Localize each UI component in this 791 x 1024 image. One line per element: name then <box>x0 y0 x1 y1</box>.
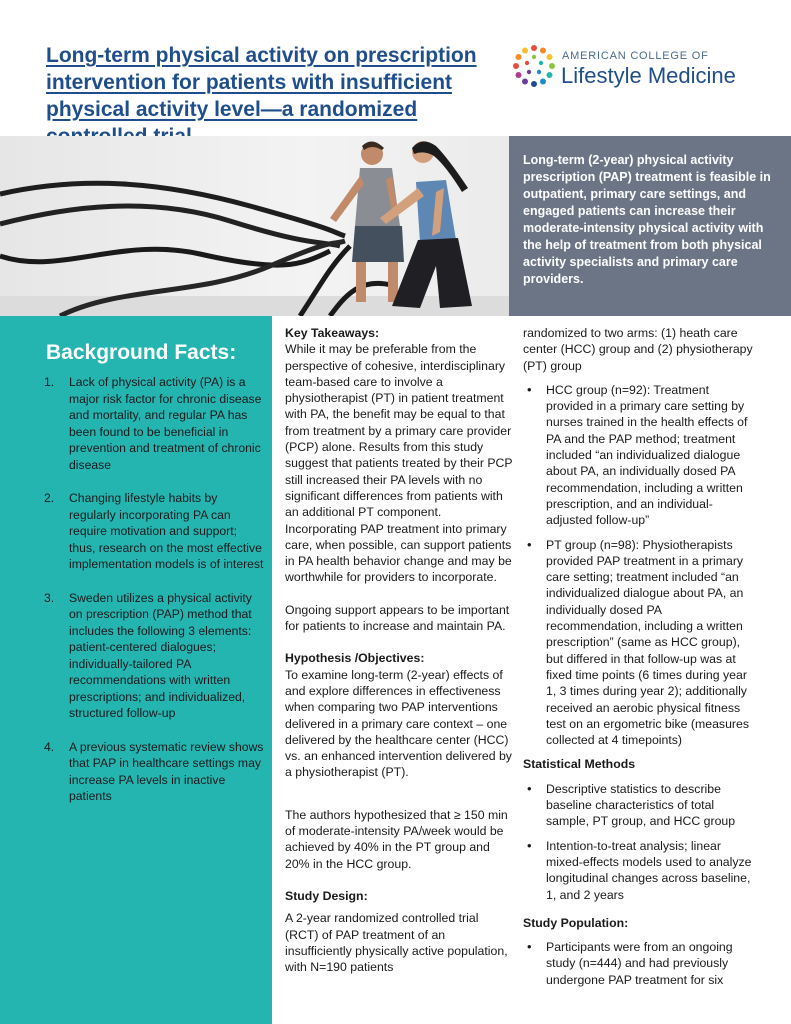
statistical-methods-heading: Statistical Methods <box>523 757 636 772</box>
logo-subtitle: AMERICAN COLLEGE OF <box>562 50 709 62</box>
study-population-list <box>523 939 755 988</box>
key-finding-callout <box>509 136 791 316</box>
list-item: • Descriptive statistics to describe baseline characteristics of total sample, PT group, and HCC group <box>523 781 755 830</box>
key-takeaways-heading: Key Takeaways: <box>285 326 380 340</box>
key-takeaways-text: While it may be preferable from the perspective of cohesive, interdisciplinary team-based care to involve a physiotherapist (PT) in patient treatment with PA, the benefit may be equal to that from treatment by a primary care provider (PCP) alone. Results from this study suggest that patients treated by their PCP still increased their PA levels with no significant differences from patients with an additional PT component. Incorporating PAP treatment into primary care, when possible, can support patients in PA health behavior change and may be worthwhile for providers to incorporate. <box>285 342 513 585</box>
study-population-heading: Study Population: <box>523 915 629 930</box>
hypothesis-heading: Hypothesis /Objectives: <box>285 651 425 666</box>
logo-dots-icon <box>512 44 556 88</box>
hypothesis-prediction-text: The authors hypothesized that ≥ 150 min of moderate-intensity PA/week would be achieved by 40% in the PT group and 20% in the HCC group. <box>285 807 508 871</box>
acl-logo <box>512 44 762 94</box>
list-item: • Participants were from an ongoing study (n=444) and had previously undergone PAP treatment for six <box>523 939 755 988</box>
list-item: • HCC group (n=92): Treatment provided in a primary care setting by nurses trained in the health effects of PA and the PAP method; treatment included “an individualized dialogue about PA, an individually dosed PA recommendation, including a written prescription, and an individual-adjusted follow-up” <box>523 382 755 529</box>
ongoing-support-text: Ongoing support appears to be important for patients to increase and maintain PA. <box>285 602 510 634</box>
callout-text: Long-term (2-year) physical activity prescription (PAP) treatment is feasible in outpatient, primary care settings, and engaged patients can increase their moderate-intensity physical activity with the help of treatment from both physical activity specialists and primary care providers. <box>523 153 771 286</box>
hypothesis-text: To examine long-term (2-year) effects of and explore differences in effectiveness when comparing two PAP interventions delivered in a primary care context – one delivered by the healthcare center (HCC) vs. an enhanced intervention delivered by a physiotherapist (PT). <box>285 667 512 780</box>
logo-name: Lifestyle Medicine <box>561 63 736 88</box>
list-item: 2. Changing lifestyle habits by regularly incorporating PA can require motivation and support; thus, research on the most effective implementation models is of interest <box>44 491 264 571</box>
background-facts-list <box>44 374 266 822</box>
page-title: Long-term physical activity on prescription intervention for patients with insufficient physical activity level—a randomized <box>46 44 477 121</box>
battle-ropes-illustration <box>0 136 509 316</box>
study-arms-list <box>523 382 755 749</box>
right-column <box>523 325 755 996</box>
study-design-heading: Study Design: <box>285 888 368 903</box>
statistical-methods-list <box>523 781 755 903</box>
list-item: 3. Sweden utilizes a physical activity on prescription (PAP) method that includes the following 3 elements: patient-centered dialogues; individually-tailored PA recommendations with written prescriptions; and individualized, structured follow-up <box>44 590 252 720</box>
hero-image <box>0 136 509 316</box>
list-item: 1. Lack of physical activity (PA) is a major risk factor for chronic disease and mortality, and regular PA has been found to be beneficial in prevention and treatment of chronic disease <box>44 375 262 472</box>
study-design-text: A 2-year randomized controlled trial (RCT) of PAP treatment of an insufficiently physically active population, with N=190 patients <box>285 911 508 975</box>
study-design-continued-text: randomized to two arms: (1) heath care center (HCC) group and (2) physiotherapy (PT) group <box>523 326 753 373</box>
list-item: 4. A previous systematic review shows that PAP in healthcare settings may increase PA levels in inactive patients <box>44 739 264 803</box>
middle-column <box>285 325 513 975</box>
background-facts-heading: Background Facts: <box>46 341 237 364</box>
list-item: • Intention-to-treat analysis; linear mixed-effects models used to analyze longitudinal changes across baseline, 1, and 2 years <box>523 838 755 903</box>
list-item: • PT group (n=98): Physiotherapists provided PAP treatment in a primary care setting; treatment included “an individualized dialogue about PA, an individually dosed PA recommendation, including a written prescription” (same as HCC group), but differed in that follow-up was at fixed time points (6 times during year 1, 3 times during year 2); additionally received an aerobic physical fitness test on an ergometric bike (measures collected at 4 timepoints) <box>523 537 755 749</box>
